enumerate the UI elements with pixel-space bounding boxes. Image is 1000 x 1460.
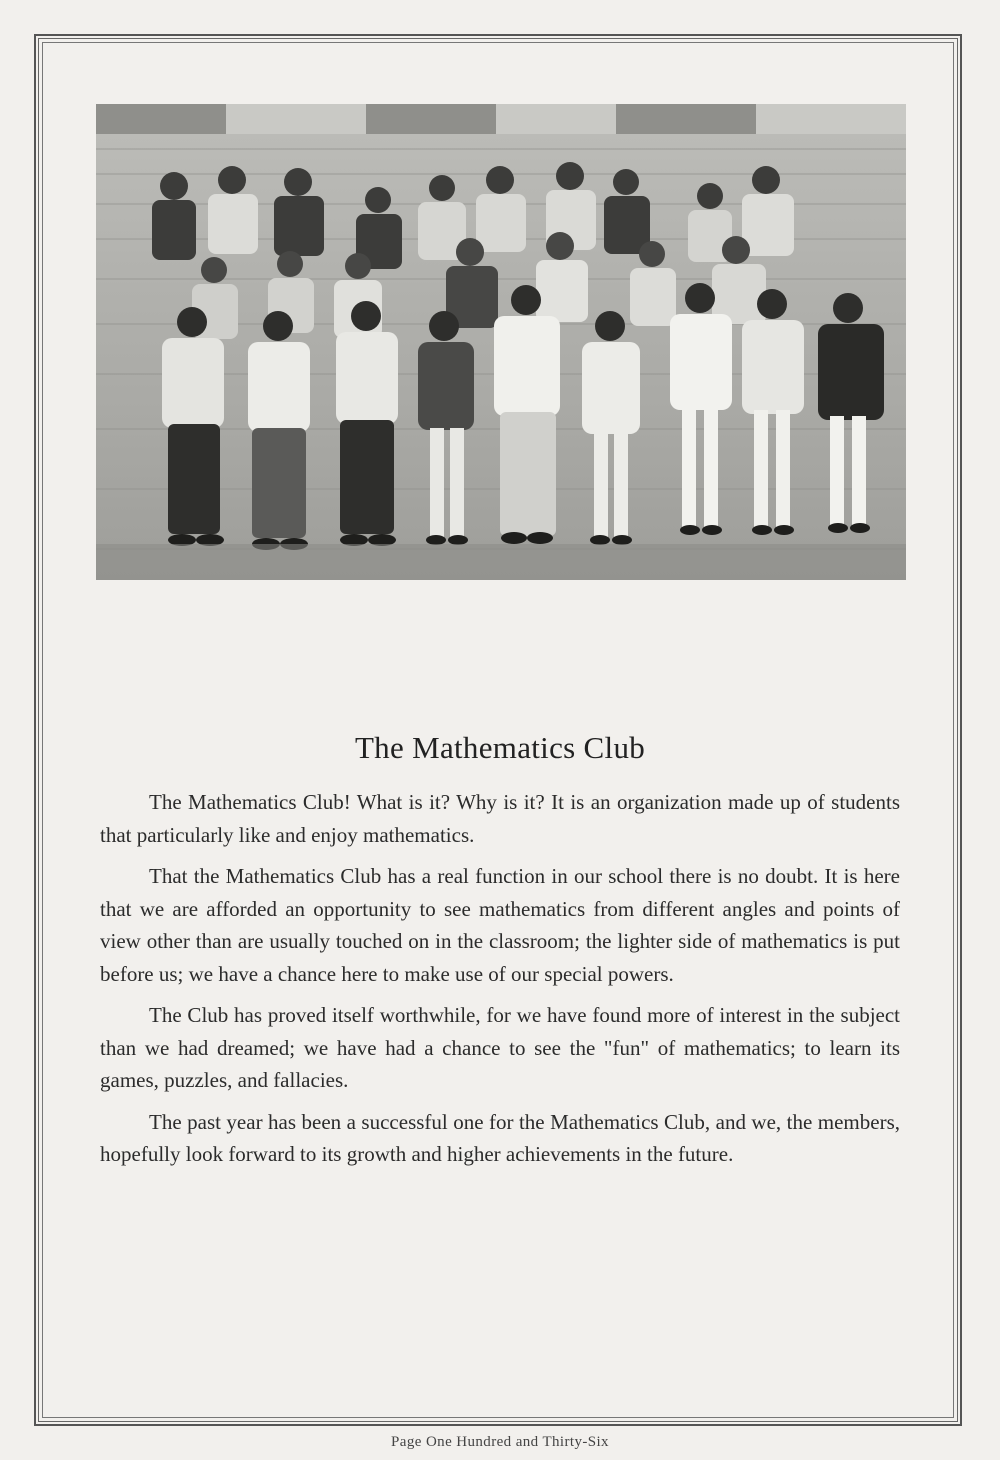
page-number-footer: Page One Hundred and Thirty-Six <box>391 1434 609 1450</box>
paragraph-2: That the Mathematics Club has a real function in our school there is no doubt. It is here that we are afforded an opportunity to see mathematics from different angles and points of view other than are usually touched on in the classroom; the lighter side of mathematics is put before us; we have a chance here to make use of our special powers. <box>100 864 900 986</box>
article-body <box>100 786 900 1180</box>
club-group-photo <box>96 104 906 580</box>
paragraph-1: The Mathematics Club! What is it? Why is it? It is an organization made up of students that particularly like and enjoy mathematics. <box>100 790 900 847</box>
group-photo-illustration <box>96 104 906 580</box>
page-title: The Mathematics Club <box>354 730 646 765</box>
paragraph-3: The Club has proved itself worthwhile, for we have found more of interest in the subject than we had dreamed; we have had a chance to see the "fun" of mathematics; to learn its games, puzzles, and fallacies. <box>100 1003 900 1092</box>
paragraph-4: The past year has been a successful one for the Mathematics Club, and we, the members, hopefully look forward to its growth and higher achievements in the future. <box>100 1109 900 1166</box>
